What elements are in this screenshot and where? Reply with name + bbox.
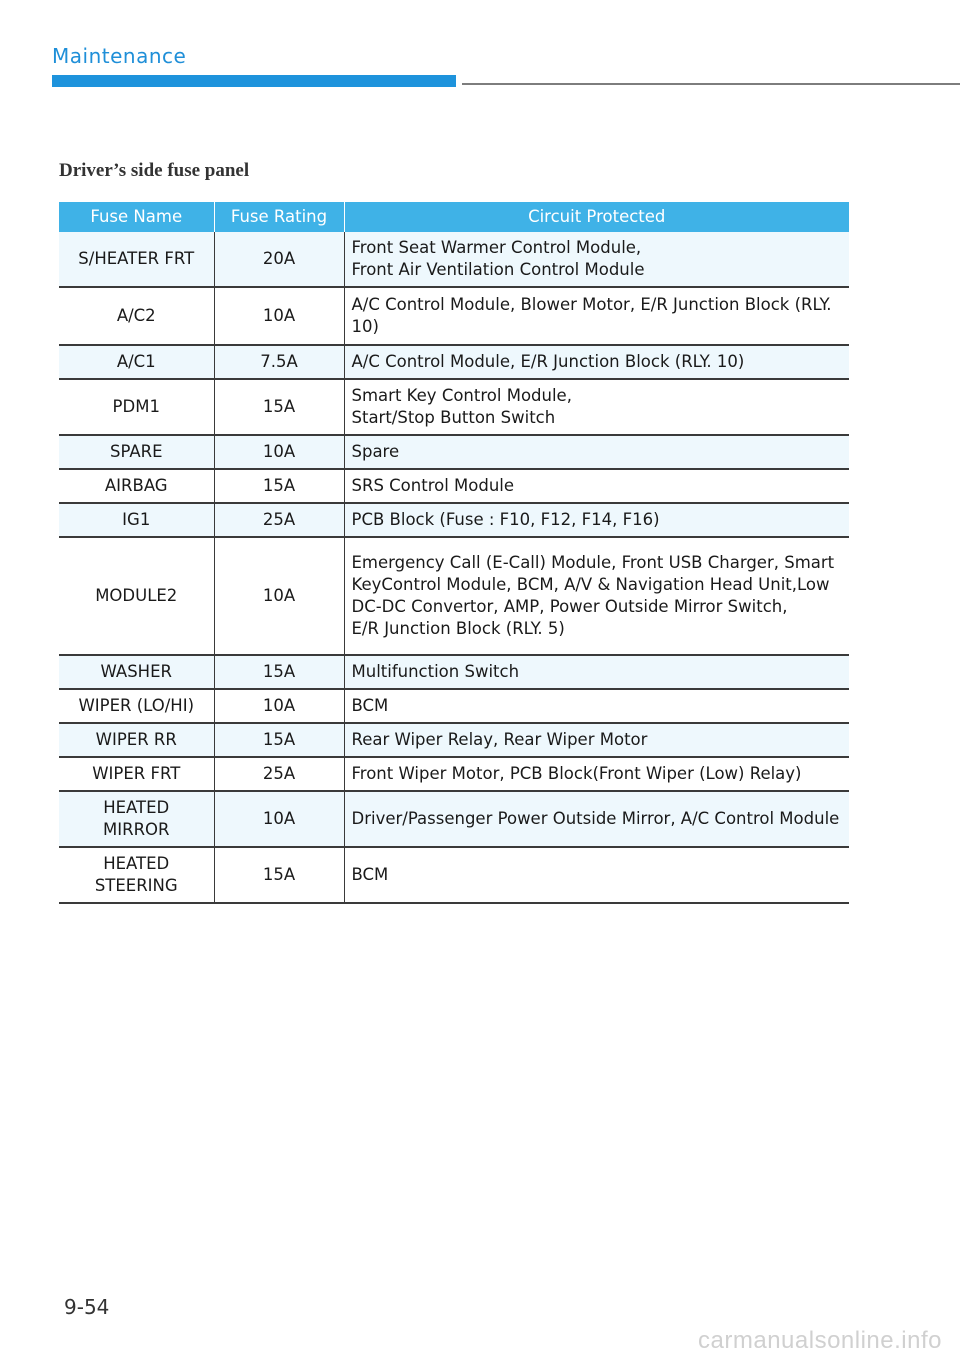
fuse-table-header [59, 202, 849, 232]
fuse-rating-cell: 20A [214, 232, 344, 287]
fuse-rating-cell: 15A [214, 847, 344, 903]
circuit-protected-cell: Rear Wiper Relay, Rear Wiper Motor [344, 723, 849, 757]
circuit-protected-cell: Spare [344, 435, 849, 469]
circuit-protected-cell: Driver/Passenger Power Outside Mirror, A/C Control Module [344, 791, 849, 847]
fuse-rating-cell: 25A [214, 503, 344, 537]
fuse-name-cell: A/C2 [59, 287, 214, 345]
table-row [59, 232, 849, 287]
page-number: 9-54 [64, 1295, 110, 1319]
fuse-table [59, 202, 849, 904]
header-accent-bar [52, 75, 456, 87]
table-row [59, 757, 849, 791]
circuit-protected-cell: Smart Key Control Module, Start/Stop Button Switch [344, 379, 849, 435]
table-row [59, 847, 849, 903]
fuse-rating-cell: 10A [214, 537, 344, 655]
table-row [59, 469, 849, 503]
fuse-table-body [59, 232, 849, 903]
fuse-rating-cell: 15A [214, 655, 344, 689]
fuse-rating-cell: 10A [214, 287, 344, 345]
table-row [59, 287, 849, 345]
column-header-circuit-protected: Circuit Protected [344, 202, 849, 232]
table-row [59, 379, 849, 435]
fuse-rating-cell: 7.5A [214, 345, 344, 379]
fuse-name-cell: IG1 [59, 503, 214, 537]
page-heading: Driver’s side fuse panel [59, 160, 250, 181]
circuit-protected-cell: A/C Control Module, E/R Junction Block (RLY. 10) [344, 345, 849, 379]
fuse-name-cell: SPARE [59, 435, 214, 469]
circuit-protected-cell: BCM [344, 689, 849, 723]
circuit-protected-cell: BCM [344, 847, 849, 903]
circuit-protected-cell: SRS Control Module [344, 469, 849, 503]
fuse-rating-cell: 10A [214, 791, 344, 847]
table-row [59, 537, 849, 655]
fuse-rating-cell: 15A [214, 469, 344, 503]
fuse-name-cell: HEATED STEERING [59, 847, 214, 903]
circuit-protected-cell: Multifunction Switch [344, 655, 849, 689]
fuse-name-cell: PDM1 [59, 379, 214, 435]
column-header-fuse-name: Fuse Name [59, 202, 214, 232]
column-header-fuse-rating: Fuse Rating [214, 202, 344, 232]
fuse-name-cell: HEATED MIRROR [59, 791, 214, 847]
fuse-name-cell: WIPER RR [59, 723, 214, 757]
fuse-name-cell: MODULE2 [59, 537, 214, 655]
header-divider [462, 83, 960, 85]
fuse-name-cell: WASHER [59, 655, 214, 689]
fuse-rating-cell: 10A [214, 435, 344, 469]
table-row [59, 503, 849, 537]
fuse-rating-cell: 15A [214, 379, 344, 435]
table-row [59, 689, 849, 723]
fuse-rating-cell: 10A [214, 689, 344, 723]
fuse-rating-cell: 25A [214, 757, 344, 791]
table-row [59, 435, 849, 469]
circuit-protected-cell: Emergency Call (E-Call) Module, Front USB Charger, Smart KeyControl Module, BCM, A/V & Navigation Head Unit,Low DC-DC Convertor, AMP, Power Outside Mirror Switch, E/R Junction Block (RLY. 5) [344, 537, 849, 655]
table-row [59, 791, 849, 847]
table-row [59, 345, 849, 379]
section-title: Maintenance [52, 44, 187, 68]
table-row [59, 655, 849, 689]
table-row [59, 723, 849, 757]
circuit-protected-cell: A/C Control Module, Blower Motor, E/R Junction Block (RLY. 10) [344, 287, 849, 345]
watermark: carmanualsonline.info [698, 1327, 942, 1354]
fuse-name-cell: WIPER FRT [59, 757, 214, 791]
circuit-protected-cell: Front Wiper Motor, PCB Block(Front Wiper (Low) Relay) [344, 757, 849, 791]
fuse-name-cell: S/HEATER FRT [59, 232, 214, 287]
circuit-protected-cell: PCB Block (Fuse : F10, F12, F14, F16) [344, 503, 849, 537]
fuse-name-cell: WIPER (LO/HI) [59, 689, 214, 723]
circuit-protected-cell: Front Seat Warmer Control Module, Front Air Ventilation Control Module [344, 232, 849, 287]
fuse-name-cell: AIRBAG [59, 469, 214, 503]
fuse-rating-cell: 15A [214, 723, 344, 757]
fuse-name-cell: A/C1 [59, 345, 214, 379]
